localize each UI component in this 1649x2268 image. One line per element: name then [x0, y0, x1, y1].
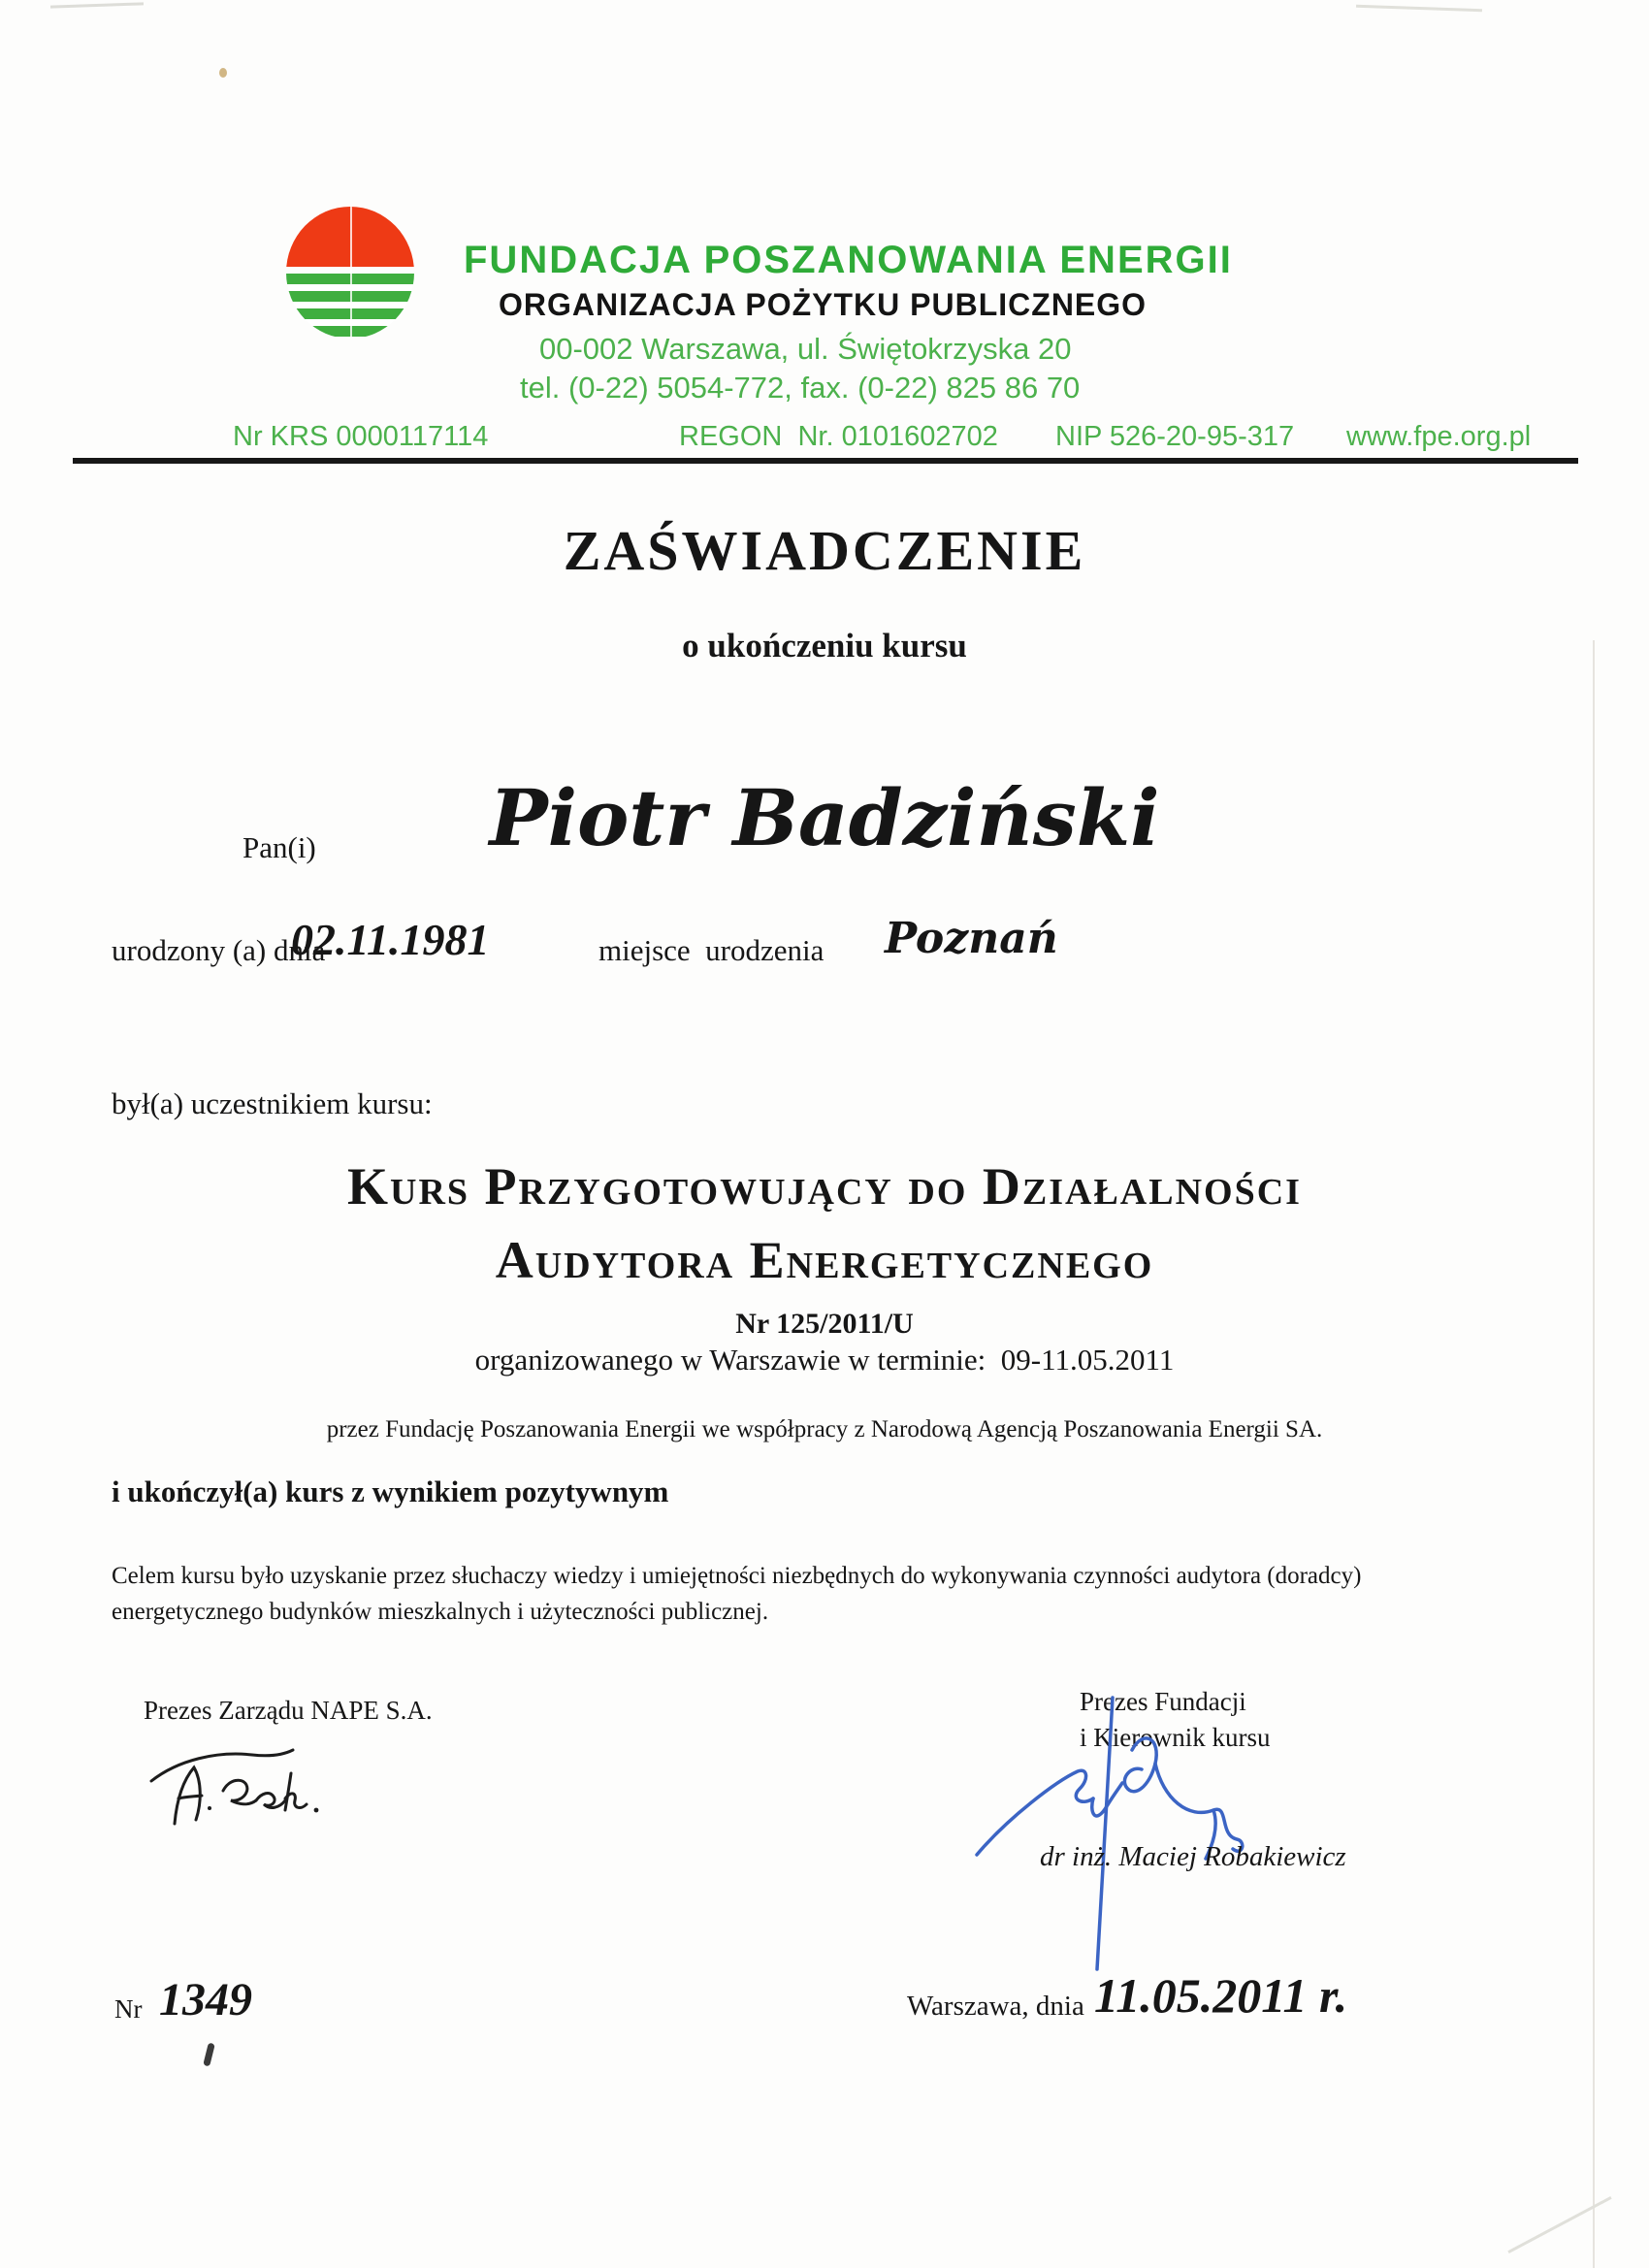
organization-type: ORGANIZACJA POŻYTKU PUBLICZNEGO: [499, 287, 1148, 322]
issue-place-label: Warszawa, dnia: [907, 1991, 1084, 2022]
certificate-subtitle: o ukończeniu kursu: [682, 627, 967, 664]
paper-speck: [219, 68, 227, 78]
purpose-line-1: Celem kursu było uzyskanie przez słuchaczy wiedzy i umiejętności niezbędnych do wykonywania czynności audytora (doradcy): [112, 1563, 1362, 1589]
course-number: Nr 125/2011/U: [735, 1308, 914, 1340]
organization-name: FUNDACJA POSZANOWANIA ENERGII: [464, 239, 1233, 281]
organization-address: 00-002 Warszawa, ul. Świętokrzyska 20: [539, 332, 1072, 366]
scan-edge-line: [1593, 640, 1595, 2268]
birth-date-value: 02.11.1981: [291, 915, 490, 964]
krs-number: Nr KRS 0000117114: [233, 421, 489, 452]
salutation-label: Pan(i): [242, 830, 316, 864]
logo-split-line: [350, 207, 352, 339]
fpe-sun-logo-icon: [286, 207, 414, 339]
course-purpose-paragraph: [112, 1558, 1547, 1630]
birth-place-label: miejsce urodzenia: [598, 933, 824, 967]
purpose-line-2: energetycznego budynków mieszkalnych i użyteczności publicznej.: [112, 1599, 769, 1625]
website-link[interactable]: www.fpe.org.pl: [1346, 421, 1532, 452]
course-organizer-line: przez Fundację Poszanowania Energii we współpracy z Narodową Agencją Poszanowania Energii SA.: [326, 1416, 1323, 1442]
right-signer-title-line1: Prezes Fundacji: [1080, 1687, 1246, 1716]
header-divider: [73, 458, 1578, 464]
certificate-title: ZAŚWIADCZENIE: [563, 519, 1086, 582]
course-title-line1: Kurs Przygotowujący do Działalności: [347, 1157, 1302, 1215]
result-statement: i ukończył(a) kurs z wynikiem pozytywnym: [112, 1474, 669, 1508]
scan-corner-mark: [1507, 2196, 1611, 2253]
certificate-number-label: Nr: [114, 1994, 143, 2024]
scan-corner-mark: [50, 2, 144, 8]
participation-label: był(a) uczestnikiem kursu:: [112, 1086, 433, 1120]
ink-mark: [203, 2043, 215, 2067]
birth-place-value: Poznań: [885, 914, 1058, 963]
right-signer-title-line2: i Kierownik kursu: [1080, 1723, 1271, 1752]
left-handwritten-signature: [146, 1746, 340, 1843]
organization-phone: tel. (0-22) 5054-772, fax. (0-22) 825 86 70: [520, 371, 1081, 405]
left-signer-title: Prezes Zarządu NAPE S.A.: [144, 1696, 433, 1725]
certificate-number: 1349: [159, 1974, 252, 2025]
issue-date: 11.05.2011 r.: [1094, 1968, 1348, 2023]
birth-date-label: urodzony (a) dnia: [112, 933, 326, 967]
course-title-line2: Audytora Energetycznego: [495, 1231, 1154, 1289]
course-organized-line: organizowanego w Warszawie w terminie: 09-11.05.2011: [474, 1343, 1175, 1377]
regon-number: REGON Nr. 0101602702: [679, 421, 998, 452]
right-handwritten-signature: [965, 1690, 1314, 1981]
scan-corner-mark: [1356, 5, 1482, 13]
recipient-name: Piotr Badziński: [489, 772, 1160, 863]
nip-number: NIP 526-20-95-317: [1055, 421, 1295, 452]
right-signer-name: dr inż. Maciej Robakiewicz: [1040, 1841, 1346, 1872]
